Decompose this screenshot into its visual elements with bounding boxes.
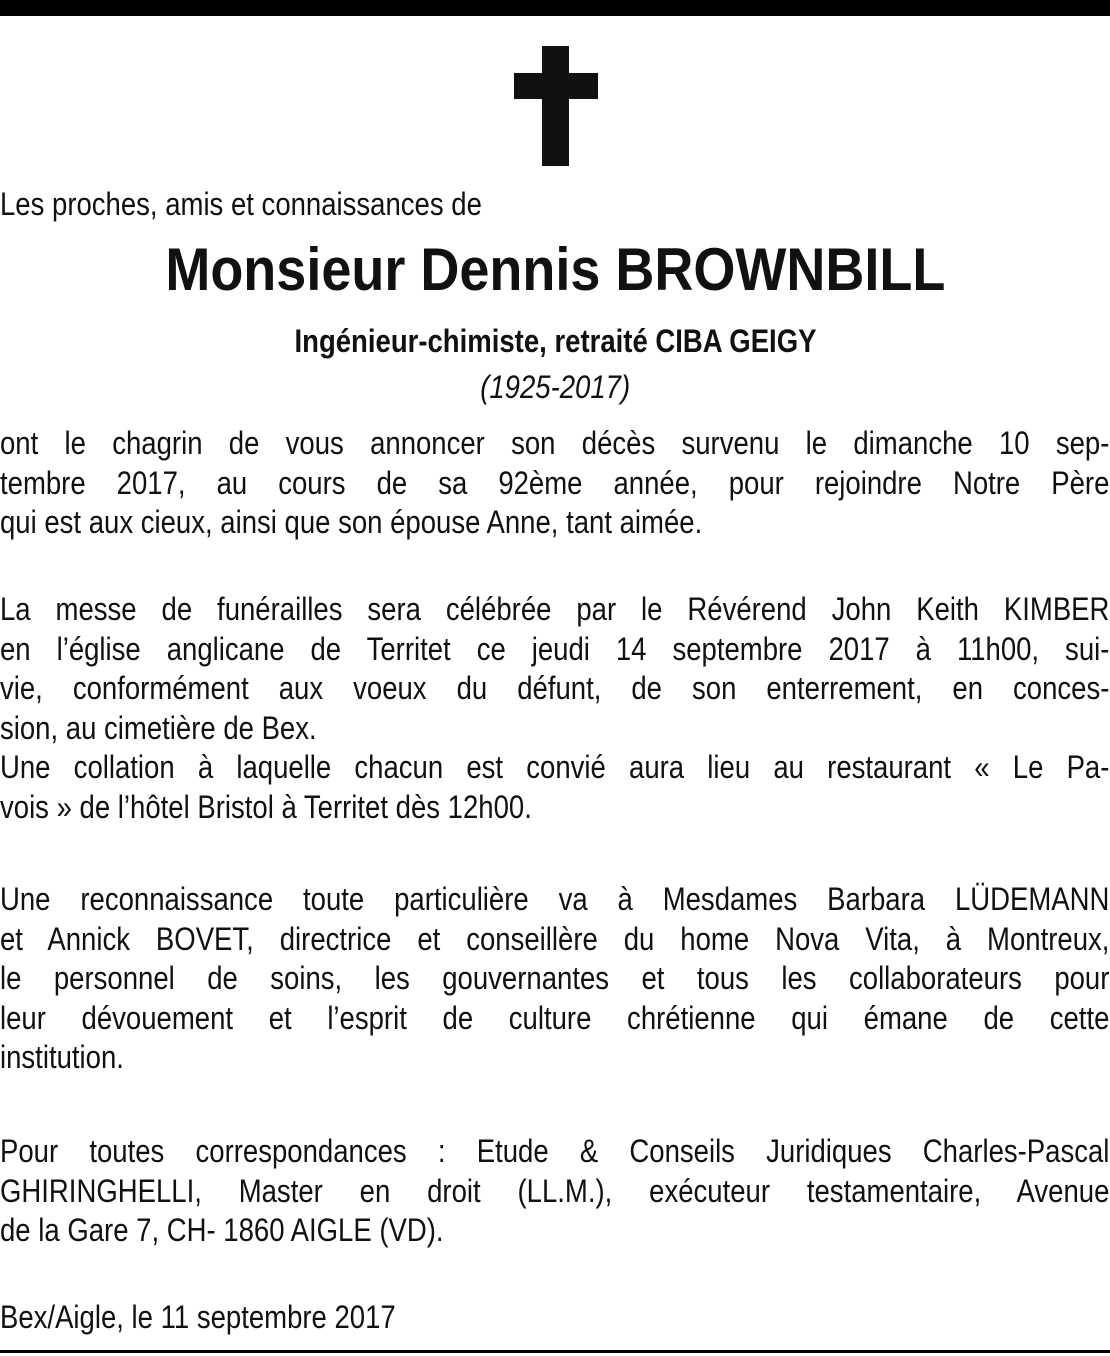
paragraph-line: et Annick BOVET, directrice et conseillère du home Nova Vita, à Montreux, bbox=[0, 920, 1110, 957]
paragraph-line: ont le chagrin de vous annoncer son décès survenu le dimanche 10 sep- bbox=[0, 425, 1110, 461]
deceased-occupation: Ingénieur-chimiste, retraité CIBA GEIGY bbox=[294, 323, 816, 359]
paragraph-line: Une reconnaissance toute particulière va à Mesdames Barbara LÜDEMANN bbox=[0, 881, 1110, 917]
place-date-line bbox=[0, 1298, 1110, 1338]
paragraph-line: institution. bbox=[0, 1039, 124, 1075]
paragraph-line: vie, conformément aux voeux du défunt, de son enterrement, en conces- bbox=[0, 670, 1110, 706]
correspondence-paragraph bbox=[0, 1132, 1110, 1251]
bottom-border-rule bbox=[0, 1350, 1110, 1353]
latin-cross-icon bbox=[514, 46, 598, 166]
intro-text: Les proches, amis et connaissances de bbox=[0, 186, 482, 222]
acknowledgement-paragraph bbox=[0, 880, 1110, 1078]
paragraph-line: en l’église anglicane de Territet ce jeudi 14 septembre 2017 à 11h00, sui- bbox=[0, 630, 1110, 667]
paragraph-line: La messe de funérailles sera célébrée par le Révérend John Keith KIMBER bbox=[0, 591, 1110, 627]
paragraph-line: Une collation à laquelle chacun est convié aura lieu au restaurant « Le Pa- bbox=[0, 749, 1110, 785]
paragraph-line: de la Gare 7, CH- 1860 AIGLE (VD). bbox=[0, 1212, 444, 1248]
paragraph-line: leur dévouement et l’esprit de culture chrétienne qui émane de cette bbox=[0, 999, 1110, 1036]
paragraph-line: vois » de l’hôtel Bristol à Territet dès 12h00. bbox=[0, 788, 532, 825]
funeral-paragraph bbox=[0, 590, 1110, 827]
paragraph-line: tembre 2017, au cours de sa 92ème année, pour rejoindre Notre Père bbox=[0, 464, 1110, 501]
top-border-rule bbox=[0, 0, 1110, 16]
deceased-name: Monsieur Dennis BROWNBILL bbox=[164, 236, 945, 303]
announcement-paragraph bbox=[0, 424, 1110, 543]
closing-text: Bex/Aigle, le 11 septembre 2017 bbox=[0, 1299, 396, 1335]
life-years: (1925-2017) bbox=[480, 369, 630, 405]
paragraph-line: Pour toutes correspondances : Etude & Conseils Juridiques Charles-Pascal bbox=[0, 1133, 1110, 1169]
paragraph-line: sion, au cimetière de Bex. bbox=[0, 709, 317, 746]
paragraph-line: GHIRINGHELLI, Master en droit (LL.M.), exécuteur testamentaire, Avenue bbox=[0, 1172, 1110, 1209]
paragraph-line: le personnel de soins, les gouvernantes et tous les collaborateurs pour bbox=[0, 960, 1110, 996]
paragraph-line: qui est aux cieux, ainsi que son épouse Anne, tant aimée. bbox=[0, 504, 703, 540]
